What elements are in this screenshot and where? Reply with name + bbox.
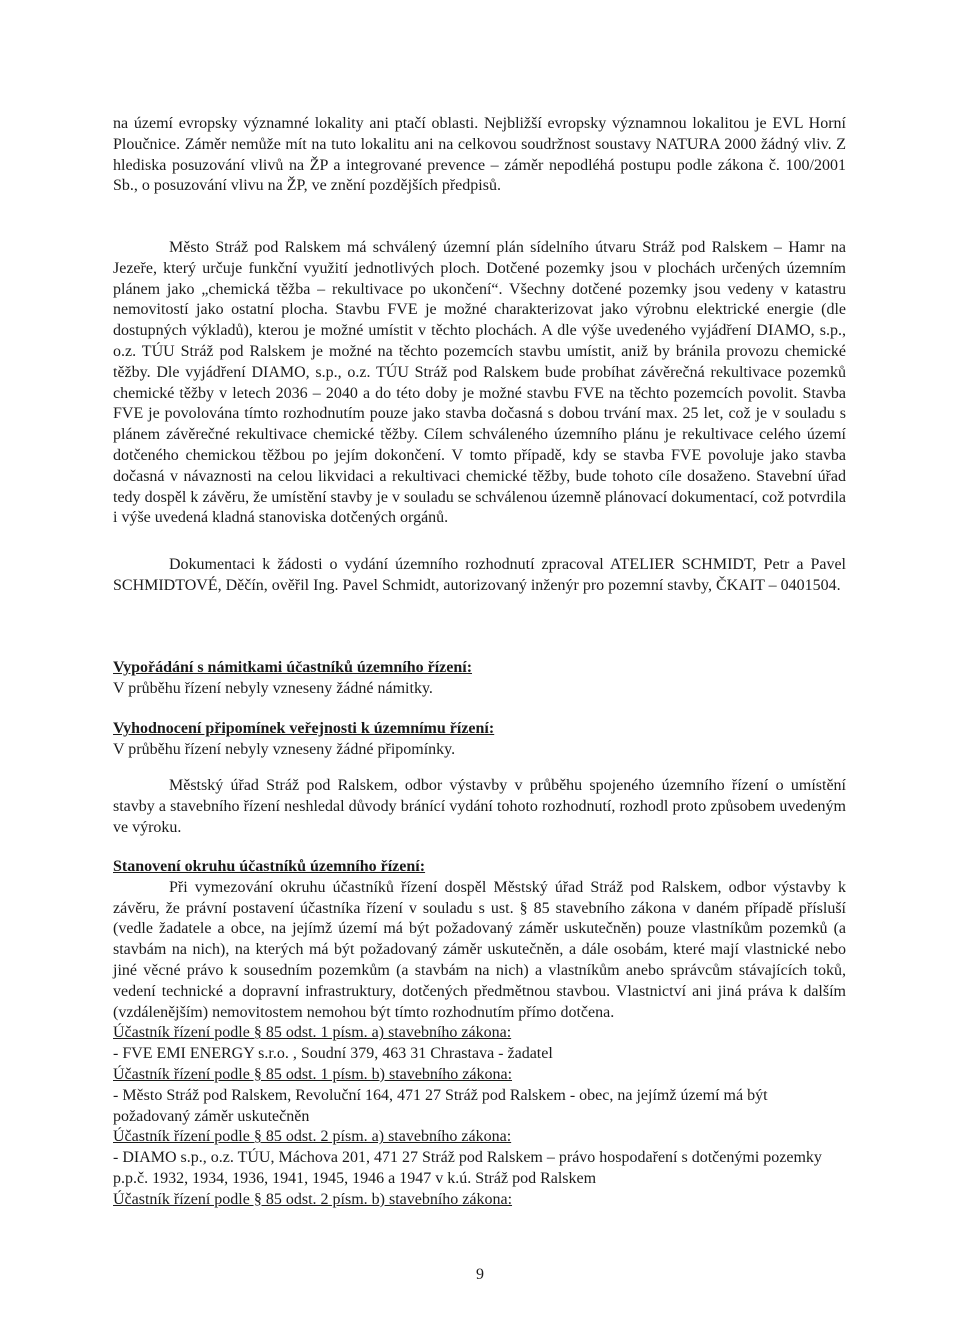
- heading-pripominky: Vyhodnocení připomínek veřejnosti k územnímu řízení:: [113, 720, 495, 737]
- participant-label: Účastník řízení podle § 85 odst. 1 písm. a) stavebního zákona:: [113, 1024, 512, 1042]
- page-number: 9: [476, 1266, 484, 1283]
- text-pripominky: V průběhu řízení nebyly vzneseny žádné připomínky.: [113, 740, 456, 758]
- section-namitky: [113, 658, 846, 700]
- section-okruh-ucastniku: [113, 857, 846, 1211]
- heading-namitky: Vypořádání s námitkami účastníků územního řízení:: [113, 659, 473, 676]
- participant-entry: - Město Stráž pod Ralskem, Revoluční 164, 471 27 Stráž pod Ralskem - obec, na jejímž území má být požadovaný záměr uskutečněn: [113, 1086, 768, 1125]
- heading-okruh-ucastniku: Stanovení okruhu účastníků územního řízení:: [113, 858, 426, 875]
- paragraph-natura: na území evropsky významné lokality ani ptačí oblasti. Nejbližší evropsky významnou lokalitou je EVL Horní Ploučnice. Záměr nemůže mít na tuto lokalitu ani na celkovou soudržnost soustavy NATURA 2000 žádný vliv. Z hlediska posuzování vlivů na ŽP a integrované prevence – záměr nepodléhá postupu podle zákona č. 100/2001 Sb., o posuzování vlivu na ŽP, ve znění pozdějších předpisů.: [113, 115, 846, 195]
- paragraph-dokumentace: Dokumentaci k žádosti o vydání územního rozhodnutí zpracoval ATELIER SCHMIDT, Petr a Pavel SCHMIDTOVÉ, Děčín, ověřil Ing. Pavel Schmidt, autorizovaný inženýr pro pozemní stavby, ČKAIT – 0401504.: [113, 556, 846, 594]
- paragraph-uzemni-plan: Město Stráž pod Ralskem má schválený územní plán sídelního útvaru Stráž pod Ralskem – Hamr na Jezeře, který určuje funkční využití jednotlivých ploch. Dotčené pozemky jsou v plochách určených územním plánem jako „chemická těžba – rekultivace po ukončení“. Všechny dotčené pozemky jsou vedeny v katastru nemovitostí jako ostatní plocha. Stavbu FVE je možné charakterizovat jako výrobnu elektrické energie (dle dostupných výkladů), kterou je možné umístit v těchto plochách. A dle výše uvedeného vyjádření DIAMO, s.p., o.z. TÚU Stráž pod Ralskem je možné na těchto pozemcích stavbu umístit, aniž by bránila provozu chemické těžby. Dle vyjádření DIAMO, s.p., o.z. TÚU Stráž pod Ralskem bude probíhat závěrečná rekultivace pozemků chemické těžby v letech 2036 – 2040 a do této doby je možné stavbu FVE na těchto pozemcích povolit. Stavba FVE je povolována tímto rozhodnutím pouze jako stavba dočasná s dobou trvání max. 25 let, což je v souladu s plánem závěrečné rekultivace chemické těžby. Cílem schváleného územního plánu je rekultivace celého území dotčeného chemickou těžbou po jejím dokončení. V tomto případě, kdy se stavba FVE povoluje jako stavba dočasná v návaznosti na celou likvidaci a rekultivaci chemické těžby, bude tohoto cíle dosaženo. Stavební úřad tedy dospěl k závěru, že umístění stavby je v souladu se schválenou územně plánovací dokumentací, což potvrdila i výše uvedená kladná stanoviska dotčených orgánů.: [113, 239, 846, 527]
- paragraph-okruh-ucastniku: Při vymezování okruhu účastníků řízení dospěl Městský úřad Stráž pod Ralskem, odbor výstavby k závěru, že právní postavení účastníka řízení v souladu s ust. § 85 stavebního zákona v daném případě přísluší (vedle žadatele a obce, na jejímž území má být požadovaný záměr uskutečněn) pouze vlastníkům pozemků (a stavbám na nich), na kterých má být požadovaný záměr uskutečněn, a dále osobám, které mají vlastnické nebo jiné věcné právo k sousedním pozemkům (a stavbám na nich) a vlastníkům anebo správcům stávajících toků, vedení technické a dopravní infrastruktury, dotčených předmětnou stavbou. Vlastnictví ani jiná práva k dalším (vzdálenějším) nemovitostem nemohou být tímto rozhodnutím přímo dotčena.: [113, 878, 846, 1021]
- paragraph-zaver-uradu: Městský úřad Stráž pod Ralskem, odbor výstavby v průběhu spojeného územního řízení o umístění stavby a stavebního řízení neshledal důvody bránící vydání tohoto rozhodnutí, rozhodl proto způsobem uvedeným ve výroku.: [113, 777, 846, 836]
- participant-label: Účastník řízení podle § 85 odst. 2 písm. a) stavebního zákona:: [113, 1128, 512, 1146]
- participant-list: [113, 1023, 846, 1210]
- participant-label: Účastník řízení podle § 85 odst. 1 písm. b) stavebního zákona:: [113, 1065, 513, 1083]
- text-namitky: V průběhu řízení nebyly vzneseny žádné námitky.: [113, 679, 433, 697]
- participant-entry: - FVE EMI ENERGY s.r.o. , Soudní 379, 463 31 Chrastava - žadatel: [113, 1045, 553, 1063]
- section-pripominky: [113, 719, 846, 761]
- participant-label: Účastník řízení podle § 85 odst. 2 písm. b) stavebního zákona:: [113, 1190, 513, 1208]
- participant-entry: - DIAMO s.p., o.z. TÚU, Máchova 201, 471 27 Stráž pod Ralskem – právo hospodaření s dotčenými pozemky p.p.č. 1932, 1934, 1936, 1941, 1945, 1946 a 1947 v k.ú. Stráž pod Ralskem: [113, 1149, 822, 1187]
